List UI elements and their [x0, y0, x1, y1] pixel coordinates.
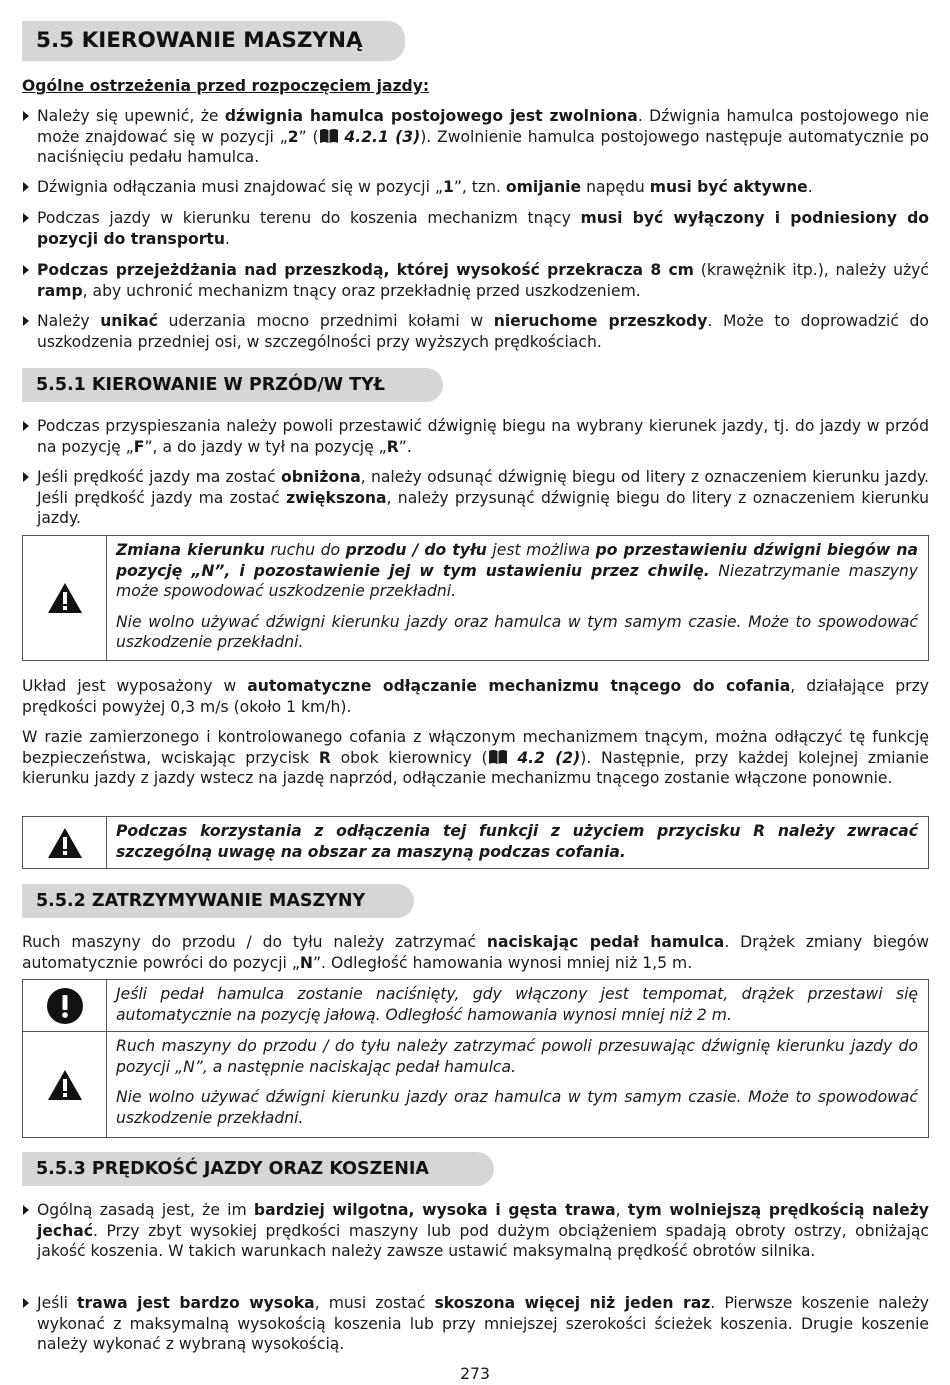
arrow-icon: [23, 1298, 29, 1308]
warning-note-1: Zmiana kierunku ruchu do przodu / do tyłu jest możliwa po przestawieniu dźwigni biegów na pozycję „N”, i pozostawienie jej w tym ustawieniu przez chwilę. Niezatrzymanie maszyny może spowodować uszkodzenie przekładni. Nie wolno używać dźwigni kierunku jazdy oraz hamulca w tym samym czasie. Może to spowodować uszkodzenie przekładni.: [22, 535, 929, 661]
section-title: 5.5 KIEROWANIE MASZYNĄ: [22, 21, 405, 61]
bullet-c2: Jeśli prędkość jazdy ma zostać obniżona, należy odsunąć dźwignię biegu od litery z oznaczeniem kierunku jazdy. Jeśli prędkość jazdy ma zostać zwiększona, należy przysunąć dźwignię biegu do litery z oznaczeniem kierunku jazdy.: [22, 467, 929, 529]
arrow-icon: [23, 213, 29, 223]
bullet-1: Należy się upewnić, że dźwignia hamulca postojowego jest zwolniona. Dźwignia hamulca postojowego nie może znajdować się w pozycji „2” ( 4.2.1 (3)). Zwolnienie hamulca postojowego następuje automatycznie po naciśnięciu pedału hamulca.: [22, 106, 929, 168]
warning-note-3: Ruch maszyny do przodu / do tyłu należy zatrzymać powoli przesuwając dźwignię kierunku jazdy do pozycji „N”, a następnie naciskając pedał hamulca. Nie wolno używać dźwigni kierunku jazdy oraz hamulca w tym samym czasie. Może to spowodować uszkodzenie przekładni.: [22, 1032, 929, 1138]
paragraph-3: Ruch maszyny do przodu / do tyłu należy zatrzymać naciskając pedał hamulca. Drążek zmiany biegów automatycznie powróci do pozycji „N”. Odległość hamowania wynosi mniej niż 1,5 m.: [22, 933, 929, 972]
arrow-icon: [23, 265, 29, 275]
bullet-4: Podczas przejeżdżania nad przeszkodą, której wysokość przekracza 8 cm (krawężnik itp.), należy użyć ramp, aby uchronić mechanizm tnący oraz przekładnię przed uszkodzeniem.: [22, 260, 929, 301]
bullet-c1: Podczas przyspieszania należy powoli przestawić dźwignię biegu na wybrany kierunek jazdy, tj. do jazdy w przód na pozycję „F”, a do jazdy w tył na pozycję „R”.: [22, 416, 929, 457]
arrow-icon: [23, 316, 29, 326]
book-icon: [319, 128, 339, 144]
paragraph-2: W razie zamierzonego i kontrolowanego cofania z włączonym mechanizmem tnącym, można odłączyć tę funkcję bezpieczeństwa, wciskając przycisk R obok kierownicy ( 4.2 (2)). Następnie, przy każdej kolejnej zmianie kierunku jazdy z jazdy wstecz na jazdę naprzód, odłączanie mechanizmu tnącego zostanie włączone ponownie.: [22, 728, 929, 787]
bullet-d2: Jeśli trawa jest bardzo wysoka, musi zostać skoszona więcej niż jeden raz. Pierwsze koszenie należy wykonać z maksymalną wysokością koszenia lub przy mniejszej szerokości ścieżek koszenia. Drugie koszenie należy wykonać z wybraną wysokością.: [22, 1293, 929, 1355]
arrow-icon: [23, 472, 29, 482]
section-5-5-2-title: 5.5.2 ZATRZYMYWANIE MASZYNY: [22, 884, 414, 918]
caution-note: Jeśli pedał hamulca zostanie naciśnięty, gdy włączony jest tempomat, drążek przestawi się automatycznie na pozycję jałową. Odległość hamowania wynosi mniej niż 2 m.: [22, 979, 929, 1032]
bullet-3: Podczas jazdy w kierunku terenu do koszenia mechanizm tnący musi być wyłączony i podniesiony do pozycji do transportu.: [22, 208, 929, 249]
exclamation-circle-icon: [46, 987, 84, 1025]
arrow-icon: [23, 111, 29, 121]
arrow-icon: [23, 421, 29, 431]
warning-triangle-icon: [47, 582, 83, 614]
warning-triangle-icon: [47, 827, 83, 859]
page-number: 273: [460, 1365, 490, 1383]
bullet-d1: Ogólną zasadą jest, że im bardziej wilgotna, wysoka i gęsta trawa, tym wolniejszą prędkością należy jechać. Przy zbyt wysokiej prędkości maszyny lub pod dużym obciążeniem spadają obroty ostrzy, obniżając jakość koszenia. W takich warunkach należy zawsze ustawić maksymalną prędkość obrotów silnika.: [22, 1200, 929, 1262]
arrow-icon: [23, 1205, 29, 1215]
warning-triangle-icon: [47, 1069, 83, 1101]
warning-note-2: Podczas korzystania z odłączenia tej funkcji z użyciem przycisku R należy zwracać szczególną uwagę na obszar za maszyną podczas cofania.: [22, 816, 929, 869]
arrow-icon: [23, 182, 29, 192]
book-icon: [488, 749, 508, 765]
paragraph-1: Układ jest wyposażony w automatyczne odłączanie mechanizmu tnącego do cofania, działające przy prędkości powyżej 0,3 m/s (około 1 km/h).: [22, 677, 930, 716]
bullet-5: Należy unikać uderzania mocno przednimi kołami w nieruchome przeszkody. Może to doprowadzić do uszkodzenia przedniej osi, w szczególności przy wyższych prędkościach.: [22, 311, 929, 352]
section-5-5-3-title: 5.5.3 PRĘDKOŚĆ JAZDY ORAZ KOSZENIA: [22, 1152, 494, 1186]
section-5-5-1-title: 5.5.1 KIEROWANIE W PRZÓD/W TYŁ: [22, 368, 443, 402]
bullet-2: Dźwignia odłączania musi znajdować się w pozycji „1”, tzn. omijanie napędu musi być aktywne.: [22, 177, 929, 198]
subheading: Ogólne ostrzeżenia przed rozpoczęciem jazdy:: [22, 77, 430, 95]
